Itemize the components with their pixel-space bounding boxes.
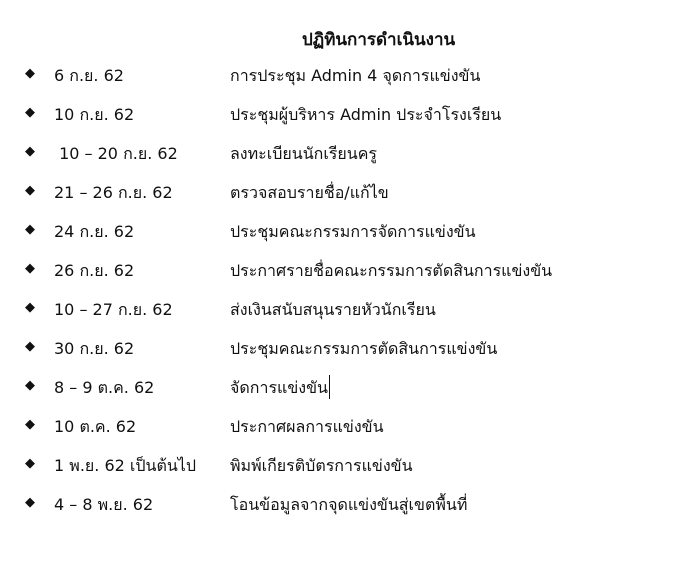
schedule-activity[interactable]: ประชุมผู้บริหาร Admin ประจำโรงเรียน: [230, 105, 502, 124]
schedule-activity-with-caret[interactable]: [230, 375, 330, 401]
list-item: [0, 102, 682, 141]
diamond-bullet-icon: ◆: [25, 417, 35, 432]
schedule-activity[interactable]: ลงทะเบียนนักเรียนครู: [230, 144, 377, 163]
schedule-date: 10 ก.ย. 62: [54, 105, 135, 124]
list-item: [0, 375, 682, 414]
schedule-date: 24 ก.ย. 62: [54, 222, 135, 241]
diamond-bullet-icon: ◆: [25, 495, 35, 510]
list-item: [0, 453, 682, 492]
schedule-date: 8 – 9 ต.ค. 62: [54, 378, 155, 397]
text-cursor: [329, 375, 330, 399]
schedule-activity[interactable]: ตรวจสอบรายชื่อ/แก้ไข: [230, 183, 389, 202]
schedule-date: 10 – 20 ก.ย. 62: [54, 144, 178, 163]
schedule-activity[interactable]: ประกาศรายชื่อคณะกรรมการตัดสินการแข่งขัน: [230, 261, 553, 280]
diamond-bullet-icon: ◆: [25, 378, 35, 393]
schedule-activity[interactable]: ประกาศผลการแข่งขัน: [230, 417, 384, 436]
schedule-date: 1 พ.ย. 62 เป็นต้นไป: [54, 456, 196, 475]
schedule-date: 21 – 26 ก.ย. 62: [54, 183, 173, 202]
diamond-bullet-icon: ◆: [25, 222, 35, 237]
schedule-date: 6 ก.ย. 62: [54, 66, 124, 85]
diamond-bullet-icon: ◆: [25, 66, 35, 81]
document-title: ปฏิทินการดำเนินงาน: [302, 30, 456, 50]
schedule-activity-text[interactable]: จัดการแข่งขัน: [230, 378, 328, 397]
list-item: [0, 219, 682, 258]
list-item: [0, 63, 682, 102]
schedule-list: [0, 63, 682, 531]
schedule-activity[interactable]: พิมพ์เกียรติบัตรการแข่งขัน: [230, 456, 413, 475]
diamond-bullet-icon: ◆: [25, 456, 35, 471]
list-item: [0, 180, 682, 219]
diamond-bullet-icon: ◆: [25, 261, 35, 276]
diamond-bullet-icon: ◆: [25, 144, 35, 159]
diamond-bullet-icon: ◆: [25, 183, 35, 198]
schedule-activity[interactable]: ส่งเงินสนับสนุนรายหัวนักเรียน: [230, 300, 436, 319]
diamond-bullet-icon: ◆: [25, 339, 35, 354]
schedule-date: 30 ก.ย. 62: [54, 339, 135, 358]
list-item: [0, 297, 682, 336]
schedule-activity[interactable]: ประชุมคณะกรรมการตัดสินการแข่งขัน: [230, 339, 498, 358]
schedule-activity[interactable]: โอนข้อมูลจากจุดแข่งขันสู่เขตพื้นที่: [230, 495, 468, 514]
diamond-bullet-icon: ◆: [25, 300, 35, 315]
diamond-bullet-icon: ◆: [25, 105, 35, 120]
list-item: [0, 492, 682, 531]
list-item: [0, 414, 682, 453]
list-item: [0, 141, 682, 180]
schedule-activity[interactable]: ประชุมคณะกรรมการจัดการแข่งขัน: [230, 222, 476, 241]
schedule-date: 26 ก.ย. 62: [54, 261, 135, 280]
schedule-activity[interactable]: การประชุม Admin 4 จุดการแข่งขัน: [230, 66, 481, 85]
list-item: [0, 258, 682, 297]
schedule-date: 10 – 27 ก.ย. 62: [54, 300, 173, 319]
list-item: [0, 336, 682, 375]
schedule-date: 10 ต.ค. 62: [54, 417, 137, 436]
schedule-date: 4 – 8 พ.ย. 62: [54, 495, 154, 514]
